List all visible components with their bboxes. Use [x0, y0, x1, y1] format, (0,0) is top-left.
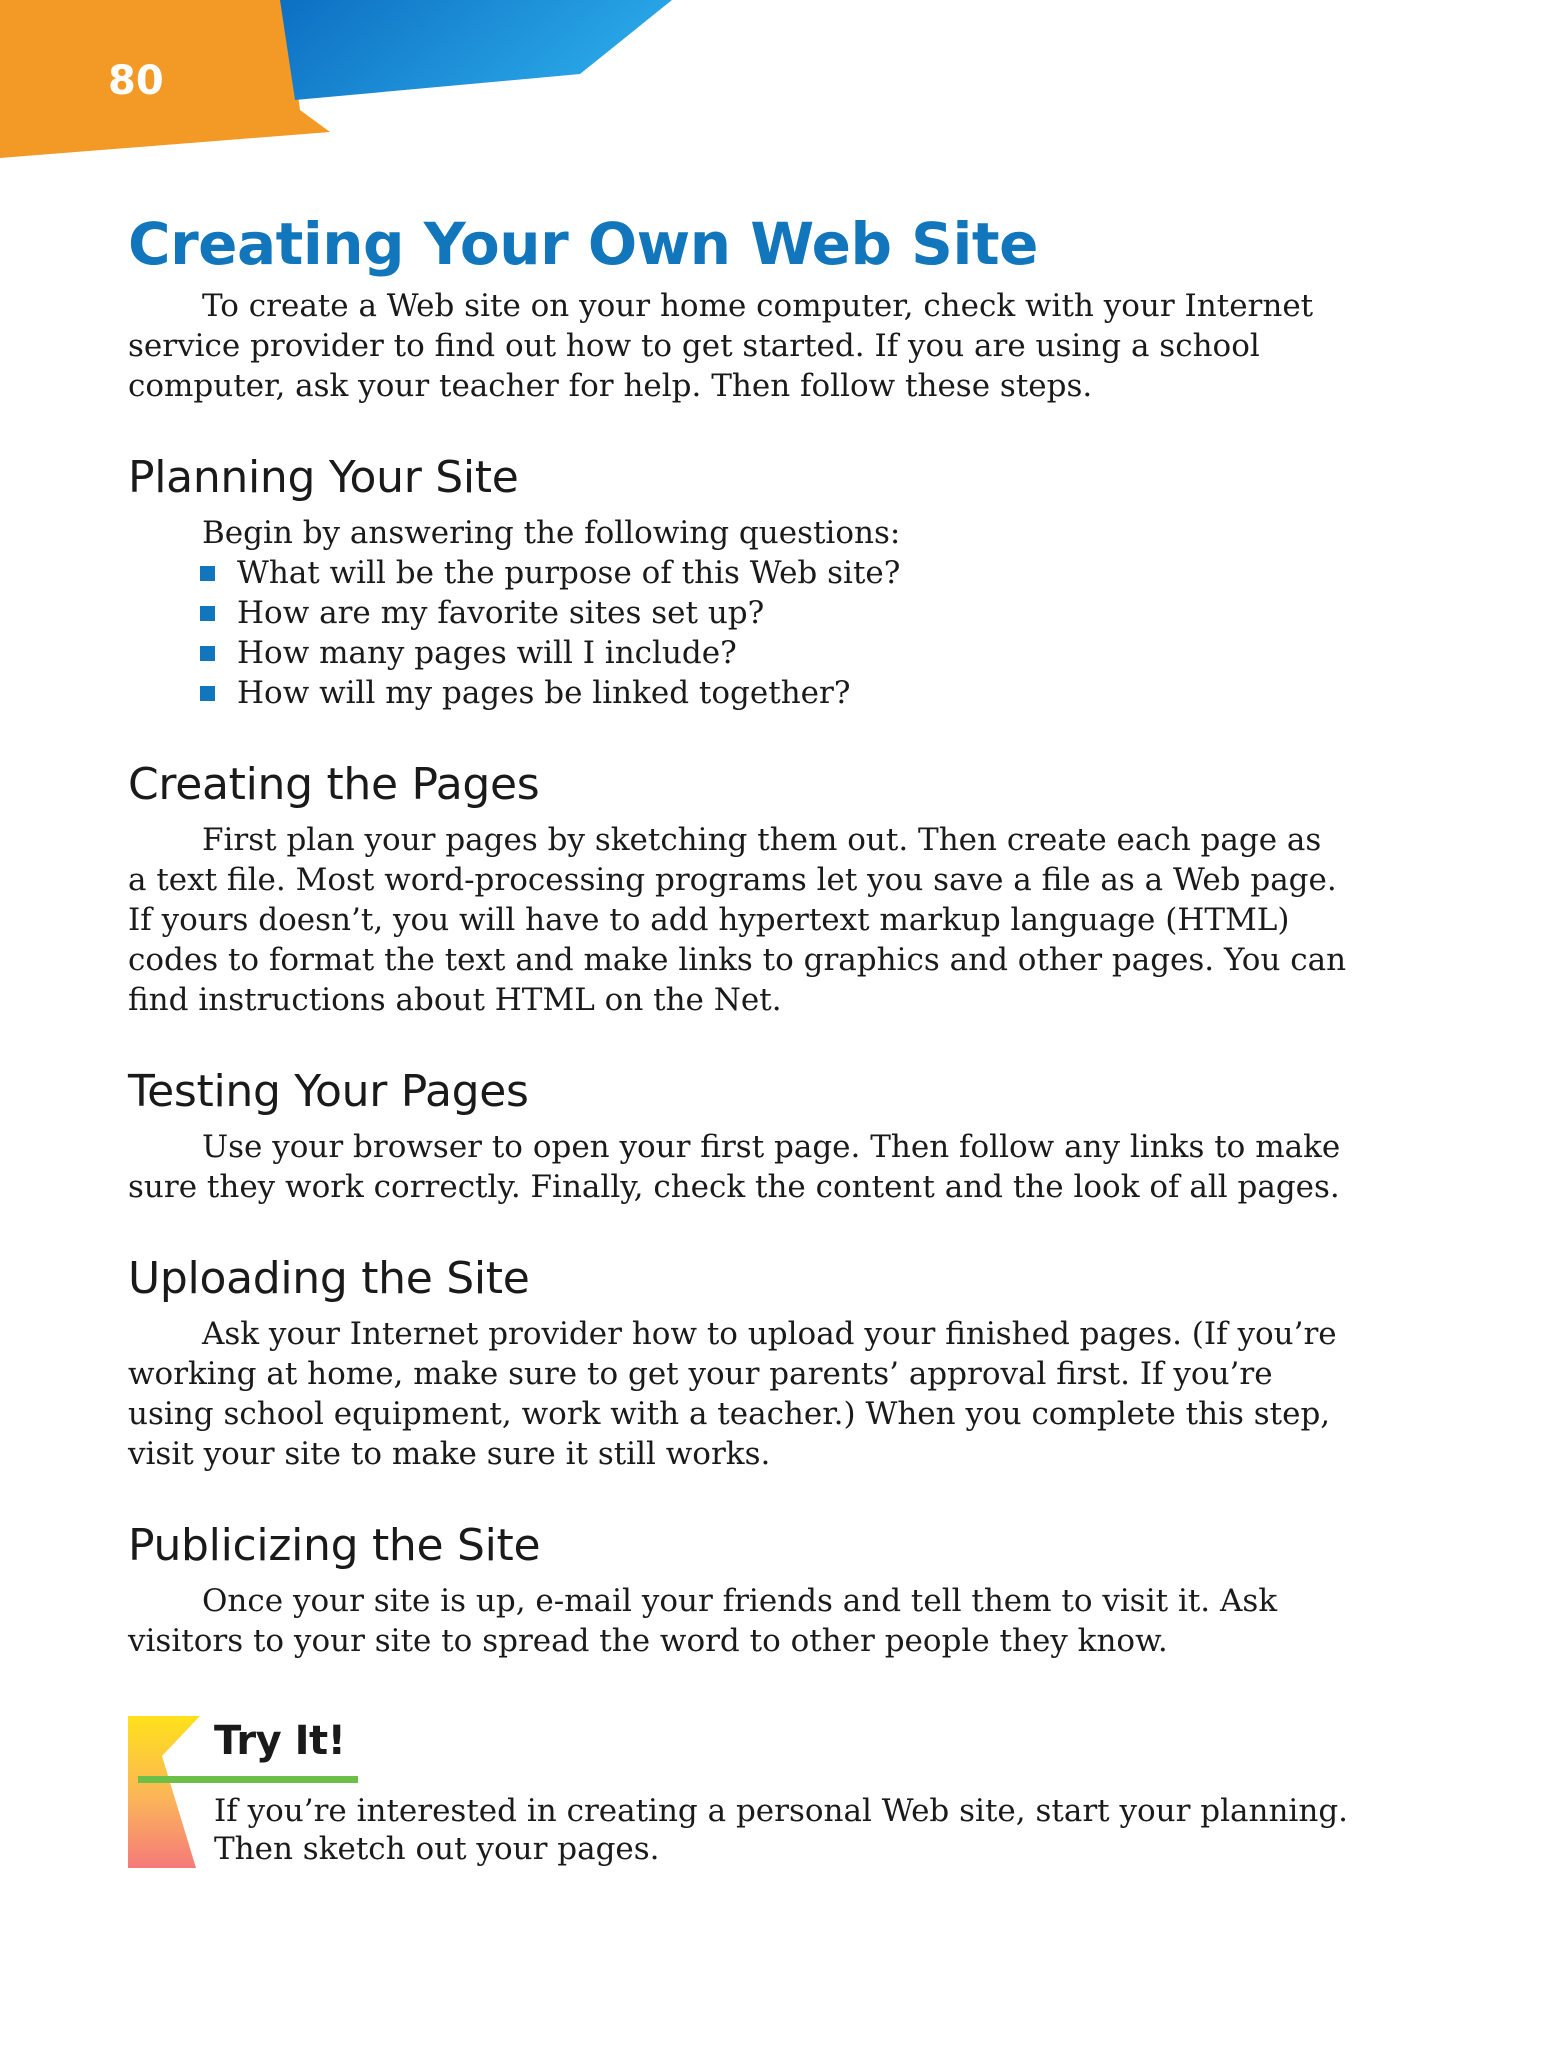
planning-lead: Begin by answering the following questions: [202, 515, 901, 551]
square-bullet-icon [200, 566, 215, 581]
square-bullet-icon [200, 606, 215, 621]
planning-question-list [128, 553, 1348, 713]
testing-paragraph: Use your browser to open your first page. Then follow any links to make sure they work correctly. Finally, check the content and the look of all pages. [128, 1129, 1341, 1205]
list-item: How are my favorite sites set up? [200, 593, 1348, 633]
article [128, 210, 1348, 1661]
creating-paragraph: First plan your pages by sketching them out. Then create each page as a text file. Most word-processing programs let you save a file as a Web page. If yours doesn’t, you will have to add hypertext markup language (HTML) codes to format the text and make links to graphics and other pages. You can find instructions about HTML on the Net. [128, 822, 1347, 1018]
list-item: How will my pages be linked together? [200, 673, 1348, 713]
publicizing-paragraph: Once your site is up, e-mail your friends and tell them to visit it. Ask visitors to your site to spread the word to other people they know. [128, 1583, 1278, 1659]
square-bullet-icon [200, 686, 215, 701]
try-it-title: Try It! [214, 1718, 346, 1764]
intro-paragraph: To create a Web site on your home computer, check with your Internet service provider to find out how to get started. If you are using a school computer, ask your teacher for help. Then follow these steps. [128, 288, 1314, 404]
square-bullet-icon [200, 646, 215, 661]
page-title: Creating Your Own Web Site [128, 210, 1038, 278]
heading-publicizing: Publicizing the Site [128, 1520, 541, 1571]
heading-uploading: Uploading the Site [128, 1253, 530, 1304]
heading-planning: Planning Your Site [128, 452, 519, 503]
heading-testing: Testing Your Pages [128, 1066, 529, 1117]
list-item: What will be the purpose of this Web site? [200, 553, 1348, 593]
page-number: 80 [108, 58, 164, 104]
list-item: How many pages will I include? [200, 633, 1348, 673]
heading-creating: Creating the Pages [128, 759, 540, 810]
uploading-paragraph: Ask your Internet provider how to upload your finished pages. (If you’re working at home, make sure to get your parents’ approval first. If you’re using school equipment, work with a teacher.) When you complete this step, visit your site to make sure it still works. [128, 1316, 1337, 1472]
try-it-box [128, 1710, 1368, 1870]
try-it-text: If you’re interested in creating a personal Web site, start your planning. Then sketch out your pages. [214, 1793, 1349, 1867]
